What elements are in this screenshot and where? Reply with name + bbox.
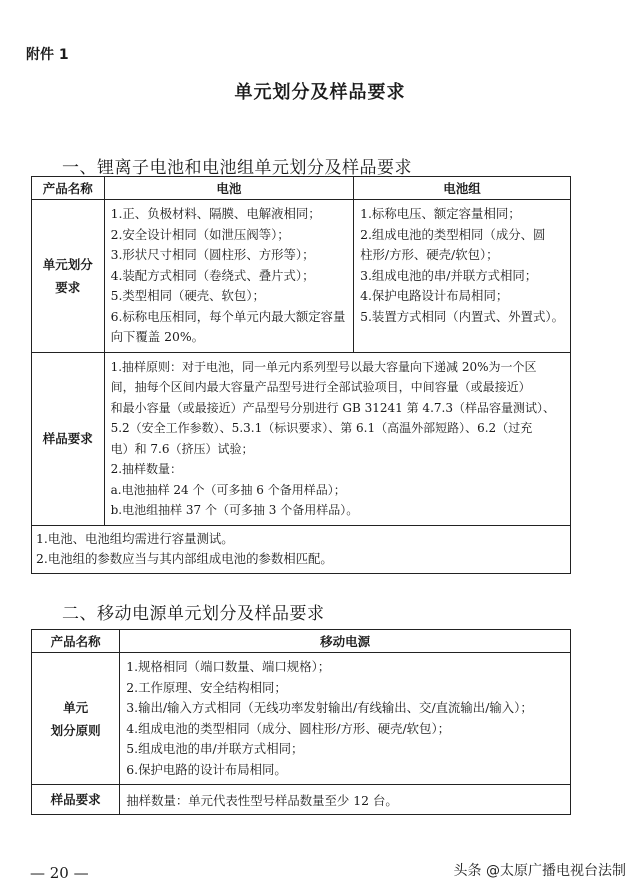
unit-label-line1: 单元划分	[42, 256, 93, 272]
sample-paragraph-line: 电）和 7.6（挤压）试验；	[110, 441, 254, 456]
unit-principle-label	[32, 653, 120, 785]
list-item: 2.组成电池的类型相同（成分、圆	[360, 226, 546, 242]
watermark: 头条 @太原广播电视台法制	[453, 863, 626, 879]
notes	[32, 525, 571, 573]
list-item: 1.规格相同（端口数量、端口规格）；	[126, 659, 331, 674]
list-item: 2.安全设计相同（如泄压阀等）；	[110, 226, 290, 242]
list-item: 1.正、负极材料、隔膜、电解液相同；	[110, 206, 321, 221]
header-power-bank: 移动电源	[120, 630, 571, 653]
page-number: — 20 —	[30, 864, 89, 882]
list-item: 柱形/方形、硬壳/软包）；	[360, 247, 499, 262]
section2-table	[31, 629, 571, 815]
document-title: 单元划分及样品要求	[234, 82, 406, 103]
attachment-label: 附件 1	[26, 47, 69, 63]
section2-title: 二、移动电源单元划分及样品要求	[62, 604, 325, 624]
sample-requirement-label: 样品要求	[32, 785, 120, 815]
note-item: 1.电池、电池组均需进行容量测试。	[36, 530, 234, 546]
unit-label-line2: 划分原则	[50, 722, 101, 738]
note-item: 2.电池组的参数应当与其内部组成电池的参数相匹配。	[36, 551, 333, 566]
list-item: 向下覆盖 20%。	[110, 329, 205, 344]
pack-requirements	[354, 200, 571, 353]
unit-label-line2: 要求	[55, 279, 81, 295]
sample-paragraph-line: 5.2（安全工作参数）、5.3.1（标识要求）、第 6.1（高温外部短路）、6.2（过充	[110, 421, 533, 435]
list-item: 3.形状尺寸相同（圆柱形、方形等）；	[110, 247, 315, 262]
sample-requirement-row	[32, 785, 571, 815]
list-item: 6.保护电路的设计布局相同。	[126, 761, 287, 777]
unit-division-row	[32, 200, 571, 353]
notes-row	[32, 525, 571, 573]
section2-header-row	[32, 630, 571, 653]
sample-requirement-content: 抽样数量：单元代表性型号样品数量至少 12 台。	[120, 785, 571, 815]
unit-principle-row	[32, 653, 571, 785]
list-item: 5.装置方式相同（内置式、外置式）。	[360, 308, 564, 324]
list-item: 6.标称电压相同，每个单元内最大额定容量	[110, 308, 346, 324]
sample-requirement-label: 样品要求	[32, 352, 105, 525]
header-battery-pack: 电池组	[354, 177, 571, 200]
sample-qty-title: 2.抽样数量：	[110, 462, 183, 476]
unit-division-label	[32, 200, 105, 353]
section1-header-row	[32, 177, 571, 200]
header-product-name: 产品名称	[32, 630, 120, 653]
sample-paragraph-line: 和最小容量（或最接近）产品型号分别进行 GB 31241 第 4.7.3（样品容量测试）、	[110, 400, 555, 415]
unit-label-line1: 单元	[63, 699, 89, 715]
sample-paragraph-line: 间，抽每个区间内最大容量产品型号进行全部试验项目，中间容量（或最接近）	[110, 380, 531, 394]
battery-requirements	[104, 200, 354, 353]
power-bank-requirements	[120, 653, 571, 785]
list-item: 5.类型相同（硬壳、软包）；	[110, 288, 265, 303]
list-item: 3.组成电池的串/并联方式相同；	[360, 267, 538, 283]
list-item: 1.标称电压、额定容量相同；	[360, 206, 521, 221]
section1-title: 一、锂离子电池和电池组单元划分及样品要求	[62, 158, 412, 178]
sample-requirement-content	[104, 352, 570, 525]
sample-qty-b: b.电池组抽样 37 个（可多抽 3 个备用样品）。	[110, 503, 359, 517]
sample-paragraph-line: 1.抽样原则：对于电池，同一单元内系列型号以最大容量向下递减 20%为一个区	[110, 359, 537, 374]
list-item: 4.装配方式相同（卷绕式、叠片式）；	[110, 267, 315, 283]
section1-table	[31, 176, 571, 574]
list-item: 4.保护电路设计布局相同；	[360, 288, 509, 303]
header-product-name: 产品名称	[32, 177, 105, 200]
header-battery: 电池	[104, 177, 354, 200]
list-item: 3.输出/输入方式相同（无线功率发射输出/有线输出、交/直流输出/输入）；	[126, 700, 533, 715]
list-item: 2.工作原理、安全结构相同；	[126, 679, 287, 695]
sample-requirement-row	[32, 352, 571, 525]
list-item: 4.组成电池的类型相同（成分、圆柱形/方形、硬壳/软包）；	[126, 720, 451, 736]
sample-qty-a: a.电池抽样 24 个（可多抽 6 个备用样品）；	[110, 482, 346, 497]
list-item: 5.组成电池的串/并联方式相同；	[126, 741, 304, 756]
